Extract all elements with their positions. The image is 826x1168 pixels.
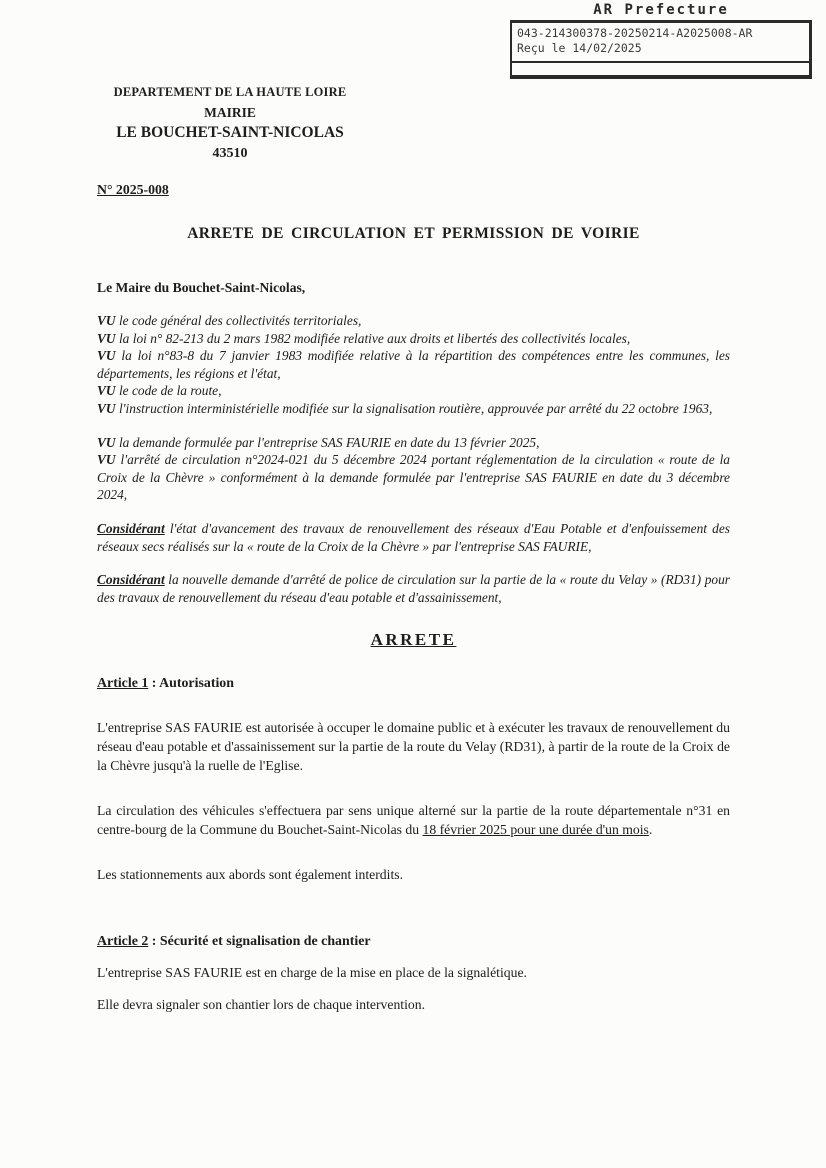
vu-text: l'instruction interministérielle modifiée sur la signalisation routière, approuvée par arrêté du 22 octobre 1963, [115,400,713,416]
article-2-paragraph-2: Elle devra signaler son chantier lors de chaque intervention. [97,997,425,1013]
article-2-paragraph-1: L'entreprise SAS FAURIE est en charge de la mise en place de la signalétique. [97,965,527,981]
stamp-reference: 043-214300378-20250214-A2025008-AR [517,26,753,40]
article-1-paragraph-2-text: La circulation des véhicules s'effectuera par sens unique alterné sur la partie de la route départementale n°31 en centre-bourg de la Commune du Bouchet-Saint-Nicolas du [97,803,730,838]
vu-text: la loi n°83-8 du 7 janvier 1983 modifiée relative à la répartition des compétences entre les communes, les départements, les régions et l'état, [97,348,730,381]
vu-clauses-request [97,434,730,504]
document-number-text: N° 2025-008 [97,182,169,197]
vu-prefix: VU [97,348,116,364]
article-1-paragraph-2-underlined-date: 18 février 2025 pour une durée d'un mois [422,822,649,838]
vu-text: le code général des collectivités territoriales, [115,313,362,328]
vu-clause [97,382,730,400]
vu-prefix: VU [97,383,116,399]
article-1-paragraph-3: Les stationnements aux abords sont également interdits. [97,867,403,883]
vu-text: le code de la route, [115,383,222,399]
article-2-title: Sécurité et signalisation de chantier [159,934,371,950]
considerant-clause [97,520,730,555]
article-1-separator: : [148,676,160,692]
prefecture-stamp [510,2,812,79]
letterhead-mairie: MAIRIE [204,105,256,120]
article-2-number: Article 2 [97,934,149,950]
considerant-text: l'état d'avancement des travaux de renouvellement des réseaux d'Eau Potable et d'enfouissement des réseaux secs réalisés sur la « route de la Croix de la Chèvre » par l'entreprise SAS FAURIE, [97,520,730,554]
document-number [97,182,730,198]
stamp-title: AR Prefecture [593,2,729,18]
vu-text: la demande formulée par l'entreprise SAS FAURIE en date du 13 février 2025, [115,434,540,450]
article-2-heading [97,934,730,950]
article-1-paragraph-2 [97,801,730,839]
salutation: Le Maire du Bouchet-Saint-Nicolas, [97,280,306,295]
arrete-heading [97,630,730,650]
vu-clause [97,451,730,504]
document-title: ARRETE DE CIRCULATION ET PERMISSION DE VOIRIE [187,225,640,242]
vu-prefix: VU [97,452,116,468]
considerant-prefix: Considérant [97,520,165,536]
vu-prefix: VU [97,313,116,328]
article-2-separator: : [148,934,160,950]
vu-clause [97,347,730,382]
letterhead-postal-code: 43510 [212,146,248,161]
article-1-number: Article 1 [97,676,149,692]
article-1-title: Autorisation [159,676,234,692]
stamp-received-date: Reçu le 14/02/2025 [517,41,642,55]
letterhead-commune: LE BOUCHET-SAINT-NICOLAS [116,124,344,141]
considerant-prefix: Considérant [97,572,165,588]
considerant-text: la nouvelle demande d'arrêté de police de circulation sur la partie de la « route du Velay » (RD31) pour des travaux de renouvellement du réseau d'eau potable et d'assainissement, [97,572,730,605]
article-1-heading [97,676,730,692]
stamp-box [512,23,809,63]
vu-text: la loi n° 82-213 du 2 mars 1982 modifiée relative aux droits et libertés des collectivités locales, [115,330,631,346]
vu-clause [97,400,730,418]
vu-clause [97,312,730,330]
vu-prefix: VU [97,434,116,450]
considerant-clause [97,571,730,606]
vu-clause [97,434,730,452]
article-1-paragraph-2-period: . [648,822,653,838]
letterhead [97,84,363,163]
stamp-frame [510,20,812,79]
vu-clauses-legal [97,312,730,418]
article-1-paragraph-1: L'entreprise SAS FAURIE est autorisée à occuper le domaine public et à exécuter les travaux de renouvellement du réseau d'eau potable et d'assainissement sur la partie de la route du Velay (RD31), à partir de la route de la Croix de la Chèvre jusqu'à la ruelle de l'Eglise. [97,720,730,774]
vu-clause [97,330,730,348]
letterhead-department: DEPARTEMENT DE LA HAUTE LOIRE [113,85,347,99]
arrete-heading-text: ARRETE [370,630,457,650]
vu-prefix: VU [97,400,116,416]
vu-prefix: VU [97,330,116,346]
vu-text: l'arrêté de circulation n°2024-021 du 5 décembre 2024 portant réglementation de la circulation « route de la Croix de la Chèvre » conformément à la demande formulée par l'entreprise SAS FAURIE en date du 3 décembre 2024, [97,452,730,503]
